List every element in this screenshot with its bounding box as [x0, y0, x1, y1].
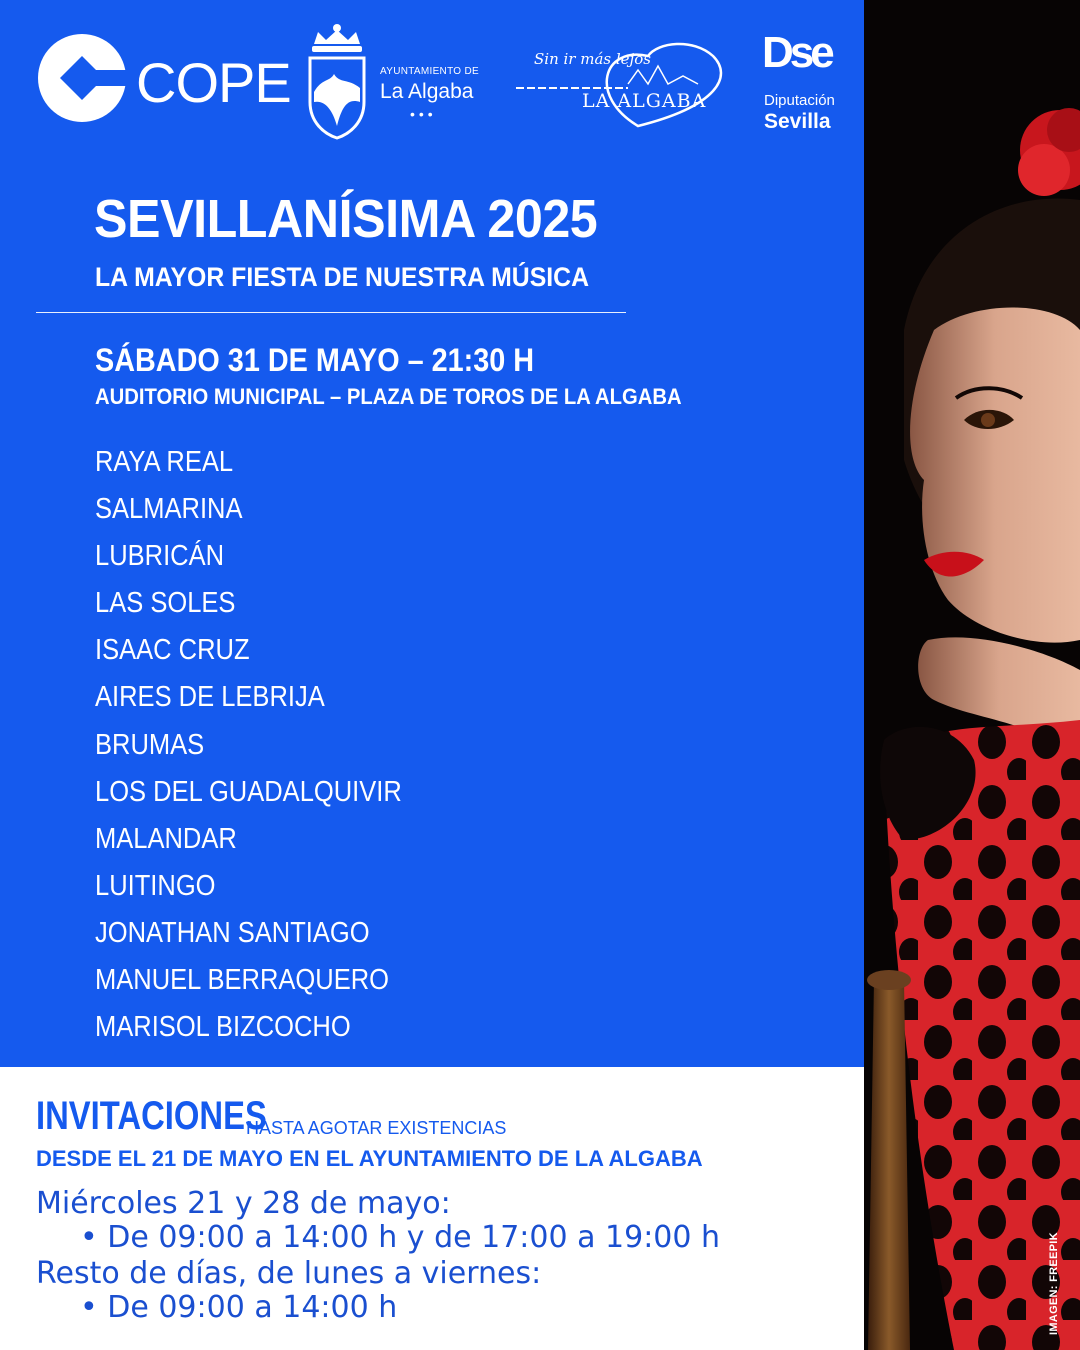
- artist-item: MANUEL BERRAQUERO: [95, 964, 390, 997]
- schedule-line: • De 09:00 a 14:00 h y de 17:00 a 19:00 h: [80, 1220, 721, 1255]
- artist-item: AIRES DE LEBRIJA: [95, 681, 325, 714]
- ayuntamiento-logo: [300, 22, 490, 142]
- diputacion-label: Diputación: [764, 92, 835, 109]
- invitations-heading: [36, 1094, 507, 1139]
- artist-item: MALANDAR: [95, 822, 237, 855]
- sin-ir-mas-lejos-logo: [508, 36, 733, 136]
- invitations-note: HASTA AGOTAR EXISTENCIAS: [246, 1118, 507, 1138]
- artist-item: ISAAC CRUZ: [95, 634, 250, 667]
- artist-item: LAS SOLES: [95, 587, 236, 620]
- coat-of-arms-icon: [304, 22, 370, 140]
- ayuntamiento-town: La Algaba: [380, 80, 474, 103]
- artist-item: JONATHAN SANTIAGO: [95, 916, 370, 949]
- cope-mark-icon: [36, 32, 128, 124]
- sevilla-label: Sevilla: [764, 110, 831, 133]
- artist-list: [95, 442, 444, 1054]
- cope-wordmark: COPE: [136, 51, 291, 114]
- flamenca-photo: [864, 0, 1080, 1350]
- schedule-line: Resto de días, de lunes a viernes:: [36, 1256, 542, 1291]
- invitations-title: INVITACIONES: [36, 1094, 267, 1138]
- image-credit: IMAGEN: FREEPIK: [1048, 1232, 1060, 1335]
- artist-item: LOS DEL GUADALQUIVIR: [95, 775, 402, 808]
- ayuntamiento-label: AYUNTAMIENTO DE: [380, 66, 479, 77]
- artist-item: SALMARINA: [95, 493, 243, 526]
- event-title: SEVILLANÍSIMA 2025: [94, 189, 598, 249]
- artist-item: RAYA REAL: [95, 446, 234, 478]
- decorative-dots: •••: [410, 106, 437, 122]
- artist-item: BRUMAS: [95, 728, 205, 761]
- sin-ir-tagline: Sin ir más lejos: [534, 50, 651, 68]
- dse-mark-icon: Dse: [762, 28, 831, 77]
- divider: [36, 312, 626, 313]
- event-date: SÁBADO 31 DE MAYO – 21:30 H: [95, 342, 535, 378]
- flamenca-illustration: [864, 0, 1080, 1350]
- artist-item: MARISOL BIZCOCHO: [95, 1011, 351, 1044]
- artist-item: LUBRICÁN: [95, 540, 225, 573]
- sin-ir-town: LA ALGABA: [582, 90, 707, 112]
- schedule-line: Miércoles 21 y 28 de mayo:: [36, 1186, 451, 1221]
- event-venue: AUDITORIO MUNICIPAL – PLAZA DE TOROS DE LA ALGABA: [95, 384, 682, 409]
- artist-item: LUITINGO: [95, 869, 216, 902]
- diputacion-sevilla-logo: [760, 28, 860, 138]
- invitations-location: DESDE EL 21 DE MAYO EN EL AYUNTAMIENTO DE LA ALGABA: [36, 1146, 703, 1171]
- schedule-line: • De 09:00 a 14:00 h: [80, 1290, 398, 1325]
- event-subtitle: LA MAYOR FIESTA DE NUESTRA MÚSICA: [95, 262, 590, 292]
- cope-logo: [36, 32, 291, 132]
